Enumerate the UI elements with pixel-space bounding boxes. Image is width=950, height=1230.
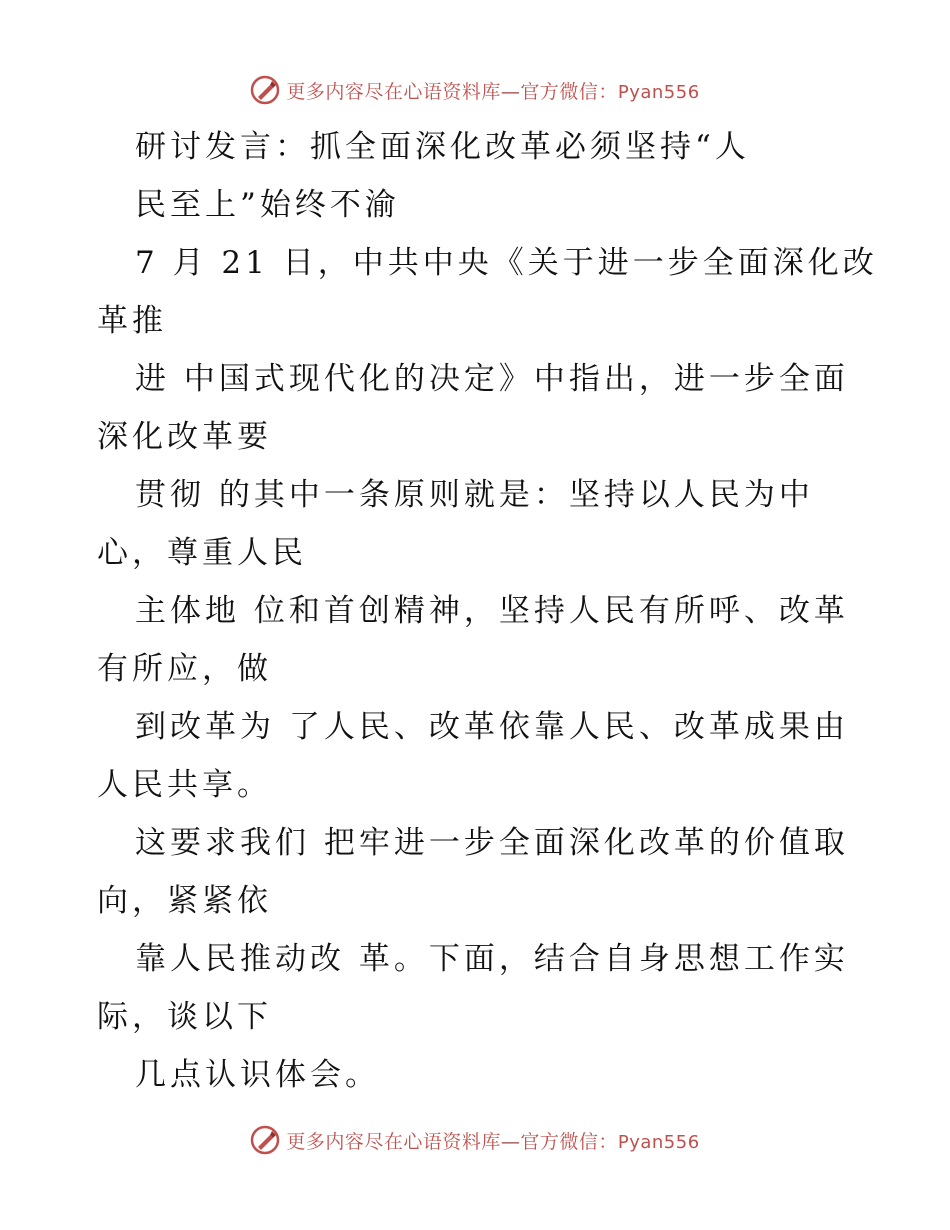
text-line: 主体地 位和首创精神，坚持人民有所呼、改革: [135, 593, 849, 629]
text-line: 7 月 21 日，中共中央《关于进一步全面深化改: [135, 245, 878, 281]
text-line: 有所应，做: [97, 651, 272, 687]
banner-dash: —: [500, 80, 521, 103]
banner-wechat-label: 官方微信：: [520, 1130, 618, 1153]
banner-dash: —: [500, 1130, 521, 1153]
text-line: 人民共享。: [97, 767, 272, 803]
title-line-2: 民至上”始终不渝: [135, 187, 400, 223]
text-line: 革推: [97, 303, 167, 339]
footer-banner: [0, 1120, 950, 1160]
text-line: 靠人民推动改 革。下面，结合自身思想工作实: [135, 941, 849, 977]
banner-text: [286, 1127, 699, 1154]
text-line: 向，紧紧依: [97, 883, 272, 919]
text-line: 心，尊重人民: [97, 535, 307, 571]
banner-title: 更多内容尽在心语资料库: [286, 1130, 501, 1153]
text-line: 到改革为 了人民、改革依靠人民、改革成果由: [135, 709, 849, 745]
banner-title: 更多内容尽在心语资料库: [286, 80, 501, 103]
pen-logo-icon: [250, 75, 280, 105]
banner-text: [286, 77, 699, 104]
header-banner: [0, 70, 950, 110]
text-line: 进 中国式现代化的决定》中指出，进一步全面: [135, 361, 849, 397]
banner-wechat-id: Pyan556: [617, 1131, 700, 1153]
text-line: 几点认识体会。: [135, 1057, 380, 1093]
title-line-1: 研讨发言：抓全面深化改革必须坚持“人: [135, 129, 750, 165]
pen-logo-icon: [250, 1125, 280, 1155]
text-line: 贯彻 的其中一条原则就是：坚持以人民为中: [135, 477, 814, 513]
text-line: 深化改革要: [97, 419, 272, 455]
text-line: 际，谈以下: [97, 999, 272, 1035]
banner-wechat-label: 官方微信：: [520, 80, 618, 103]
text-line: 这要求我们 把牢进一步全面深化改革的价值取: [135, 825, 849, 861]
banner-wechat-id: Pyan556: [617, 81, 700, 103]
